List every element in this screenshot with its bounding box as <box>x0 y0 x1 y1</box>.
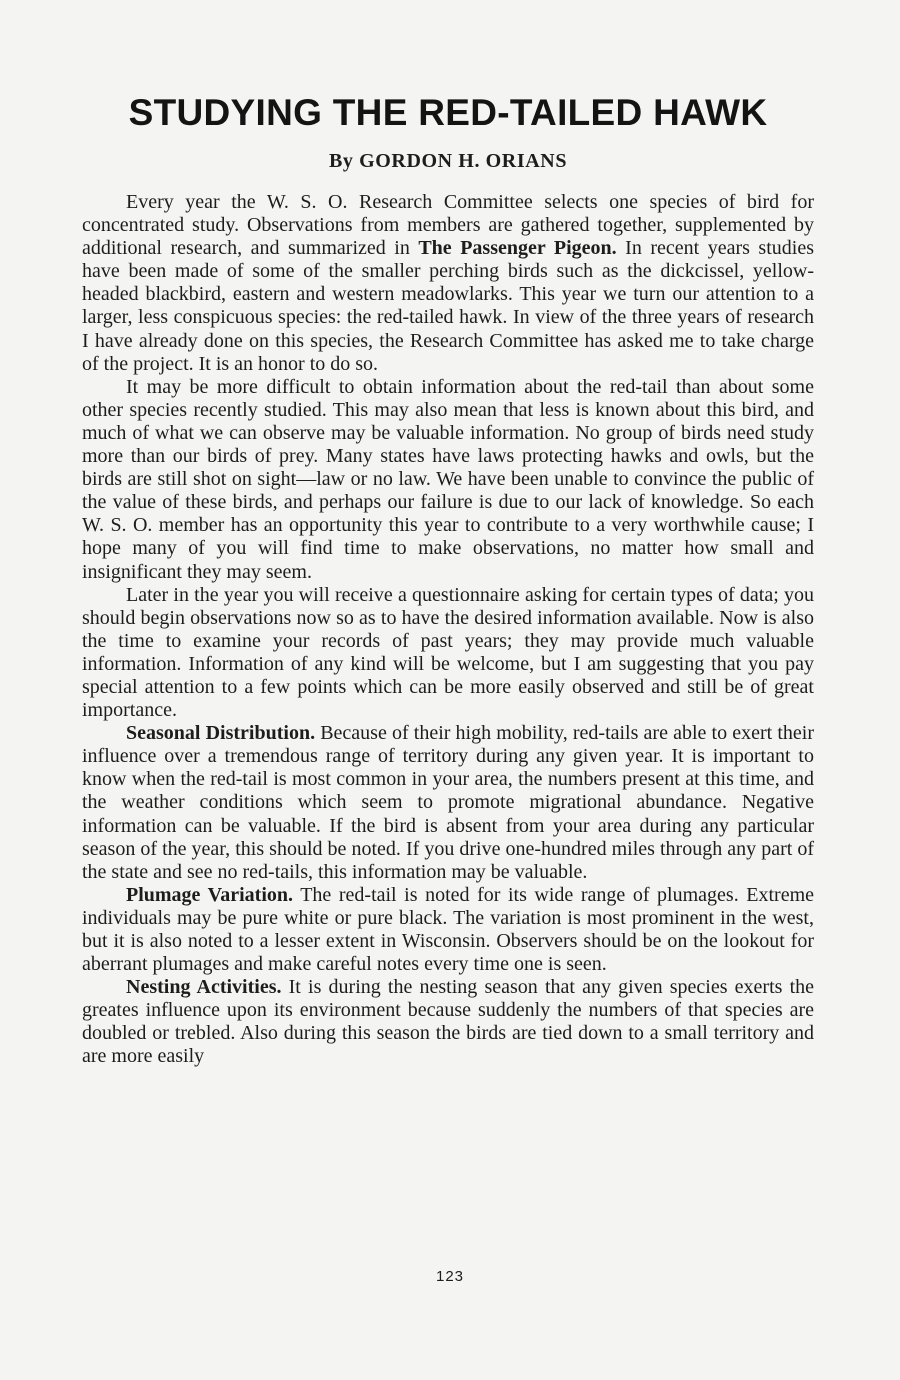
paragraph-difficulty: It may be more difficult to obtain information about the red-tail than about some other species recently studied. This may also mean that less is known about this bird, and much of what we can observe may be valuable information. No group of birds need study more than our birds of prey. Many states have laws protecting hawks and owls, but the birds are still shot on sight—law or no law. We have been unable to convince the public of the value of these birds, and perhaps our failure is due to our lack of knowledge. So each W. S. O. member has an opportunity this year to contribute to a very worthwhile cause; I hope many of you will find time to make observations, no matter how small and insignificant they may seem. <box>82 375 814 583</box>
text-seasonal-distribution: Because of their high mobility, red-tails are able to exert their influence over a tremendous range of territory during any given year. It is important to know when the red-tail is most common in your area, the numbers present at this time, and the weather conditions which seem to promote migrational abundance. Negative information can be valuable. If the bird is absent from your area during any particular season of the year, this should be noted. If you drive one-hundred miles through any part of the state and see no red-tails, this information may be valuable. <box>82 722 814 883</box>
paragraph-intro-text-before: Every year the W. S. O. Research Committee selects one species of bird for concentrated study. Observations from members are gathered together, supplemented by additional research, and summarized in <box>82 191 814 260</box>
journal-name: The Passenger Pigeon. <box>418 237 617 260</box>
article-body <box>82 191 814 1069</box>
paragraph-intro <box>82 191 814 376</box>
heading-nesting-activities: Nesting Activities. <box>126 976 282 999</box>
article-title: STUDYING THE RED-TAILED HAWK <box>128 92 768 133</box>
text-nesting-activities: It is during the nesting season that any given species exerts the greates influence upon its environment because suddenly the numbers of that species are doubled or trebled. Also during this season the birds are tied down to a small territory and are more easily <box>82 976 815 1068</box>
text-plumage-variation: The red-tail is noted for its wide range of plumages. Extreme individuals may be pure white or pure black. The variation is most prominent in the west, but it is also noted to a lesser extent in Wisconsin. Observers should be on the lookout for aberrant plumages and make careful notes every time one is seen. <box>82 883 815 976</box>
page-number: 123 <box>435 1268 465 1285</box>
paragraph-nesting-activities <box>82 976 814 1068</box>
heading-seasonal-distribution: Seasonal Distribution. <box>126 722 316 745</box>
paragraph-seasonal-distribution <box>82 722 814 884</box>
paragraph-intro-text-after: In recent years studies have been made of some of the smaller perching birds such as the dickcissel, yellow-headed blackbird, eastern and western meadowlarks. This year we turn our attention to a larger, less conspicuous species: the red-tailed hawk. In view of the three years of research I have already done on this species, the Research Committee has asked me to take charge of the project. It is an honor to do so. <box>82 237 814 375</box>
article-byline: By GORDON H. ORIANS <box>328 150 568 172</box>
heading-plumage-variation: Plumage Variation. <box>126 883 294 906</box>
paragraph-questionnaire: Later in the year you will receive a questionnaire asking for certain types of data; you should begin observations now so as to have the desired information available. Now is also the time to examine your records of past years; they may provide much valuable information. Information of any kind will be welcome, but I am suggesting that you pay special attention to a few points which can be more easily observed and still be of great importance. <box>82 583 814 722</box>
paragraph-plumage-variation <box>82 884 814 976</box>
